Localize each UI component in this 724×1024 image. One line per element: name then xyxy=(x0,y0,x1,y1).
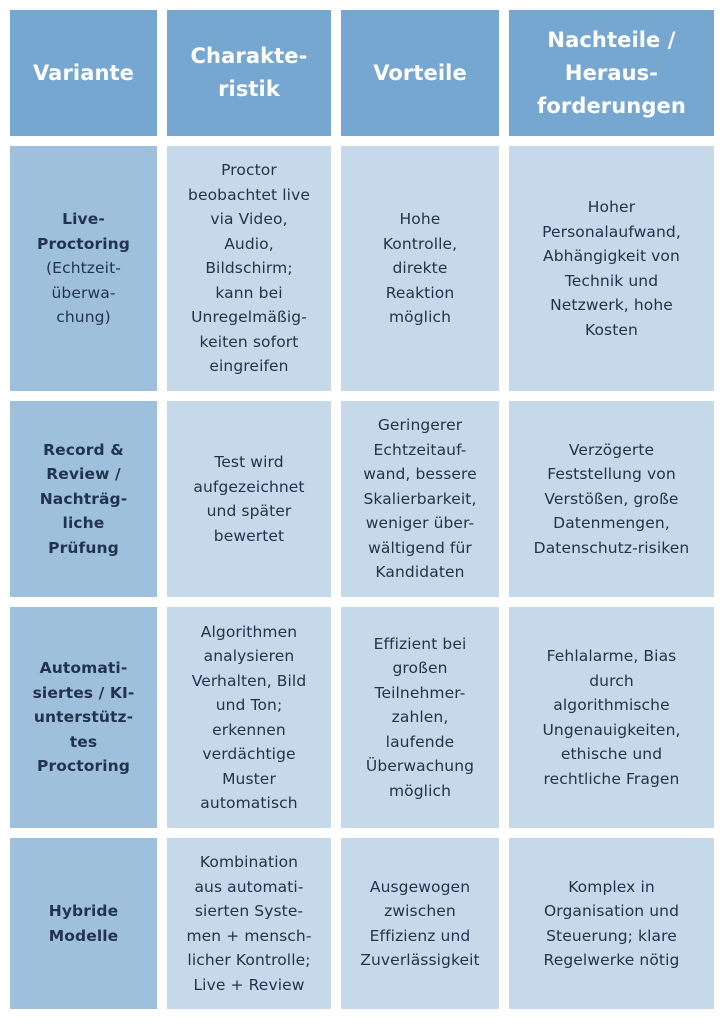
row-3-disadvantages: Fehlalarme, Bias durch algorithmische Ungenauigkeiten, ethische und rechtliche Fragen xyxy=(509,607,714,828)
row-3-variant: Automati- siertes / KI- unterstütz- tes Proctoring xyxy=(10,607,157,828)
row-1-variant xyxy=(10,146,157,391)
row-1-disadvantages: Hoher Personalaufwand, Abhängigkeit von Technik und Netzwerk, hohe Kosten xyxy=(509,146,714,391)
row-1-characteristic: Proctor beobachtet live via Video, Audio, Bildschirm; kann bei Unregelmäßig- keiten sofort eingreifen xyxy=(167,146,331,391)
row-3-advantages: Effizient bei großen Teilnehmer- zahlen, laufende Überwachung möglich xyxy=(341,607,499,828)
row-4-characteristic: Kombination aus automati- sierten Syste- men + mensch- licher Kontrolle; Live + Review xyxy=(167,838,331,1009)
row-1-advantages: Hohe Kontrolle, direkte Reaktion möglich xyxy=(341,146,499,391)
header-vorteile: Vorteile xyxy=(341,10,499,136)
row-2-disadvantages: Verzögerte Feststellung von Verstößen, große Datenmengen, Datenschutz-risiken xyxy=(509,401,714,597)
row-4-disadvantages: Komplex in Organisation und Steuerung; klare Regelwerke nötig xyxy=(509,838,714,1009)
variant-subtitle: (Echtzeit- überwa- chung) xyxy=(46,259,121,327)
proctoring-comparison-table xyxy=(10,10,714,1009)
variant-title: Live- Proctoring xyxy=(37,210,130,253)
row-3-characteristic: Algorithmen analysieren Verhalten, Bild und Ton; erkennen verdächtige Muster automatisch xyxy=(167,607,331,828)
row-4-advantages: Ausgewogen zwischen Effizienz und Zuverlässigkeit xyxy=(341,838,499,1009)
header-variante: Variante xyxy=(10,10,157,136)
header-nachteile: Nachteile / Heraus- forderungen xyxy=(509,10,714,136)
header-charakteristik: Charakte- ristik xyxy=(167,10,331,136)
row-2-characteristic: Test wird aufgezeichnet und später bewertet xyxy=(167,401,331,597)
row-4-variant: Hybride Modelle xyxy=(10,838,157,1009)
row-2-advantages: Geringerer Echtzeitauf- wand, bessere Skalierbarkeit, weniger über- wältigend für Kandidaten xyxy=(341,401,499,597)
row-2-variant: Record & Review / Nachträg- liche Prüfung xyxy=(10,401,157,597)
